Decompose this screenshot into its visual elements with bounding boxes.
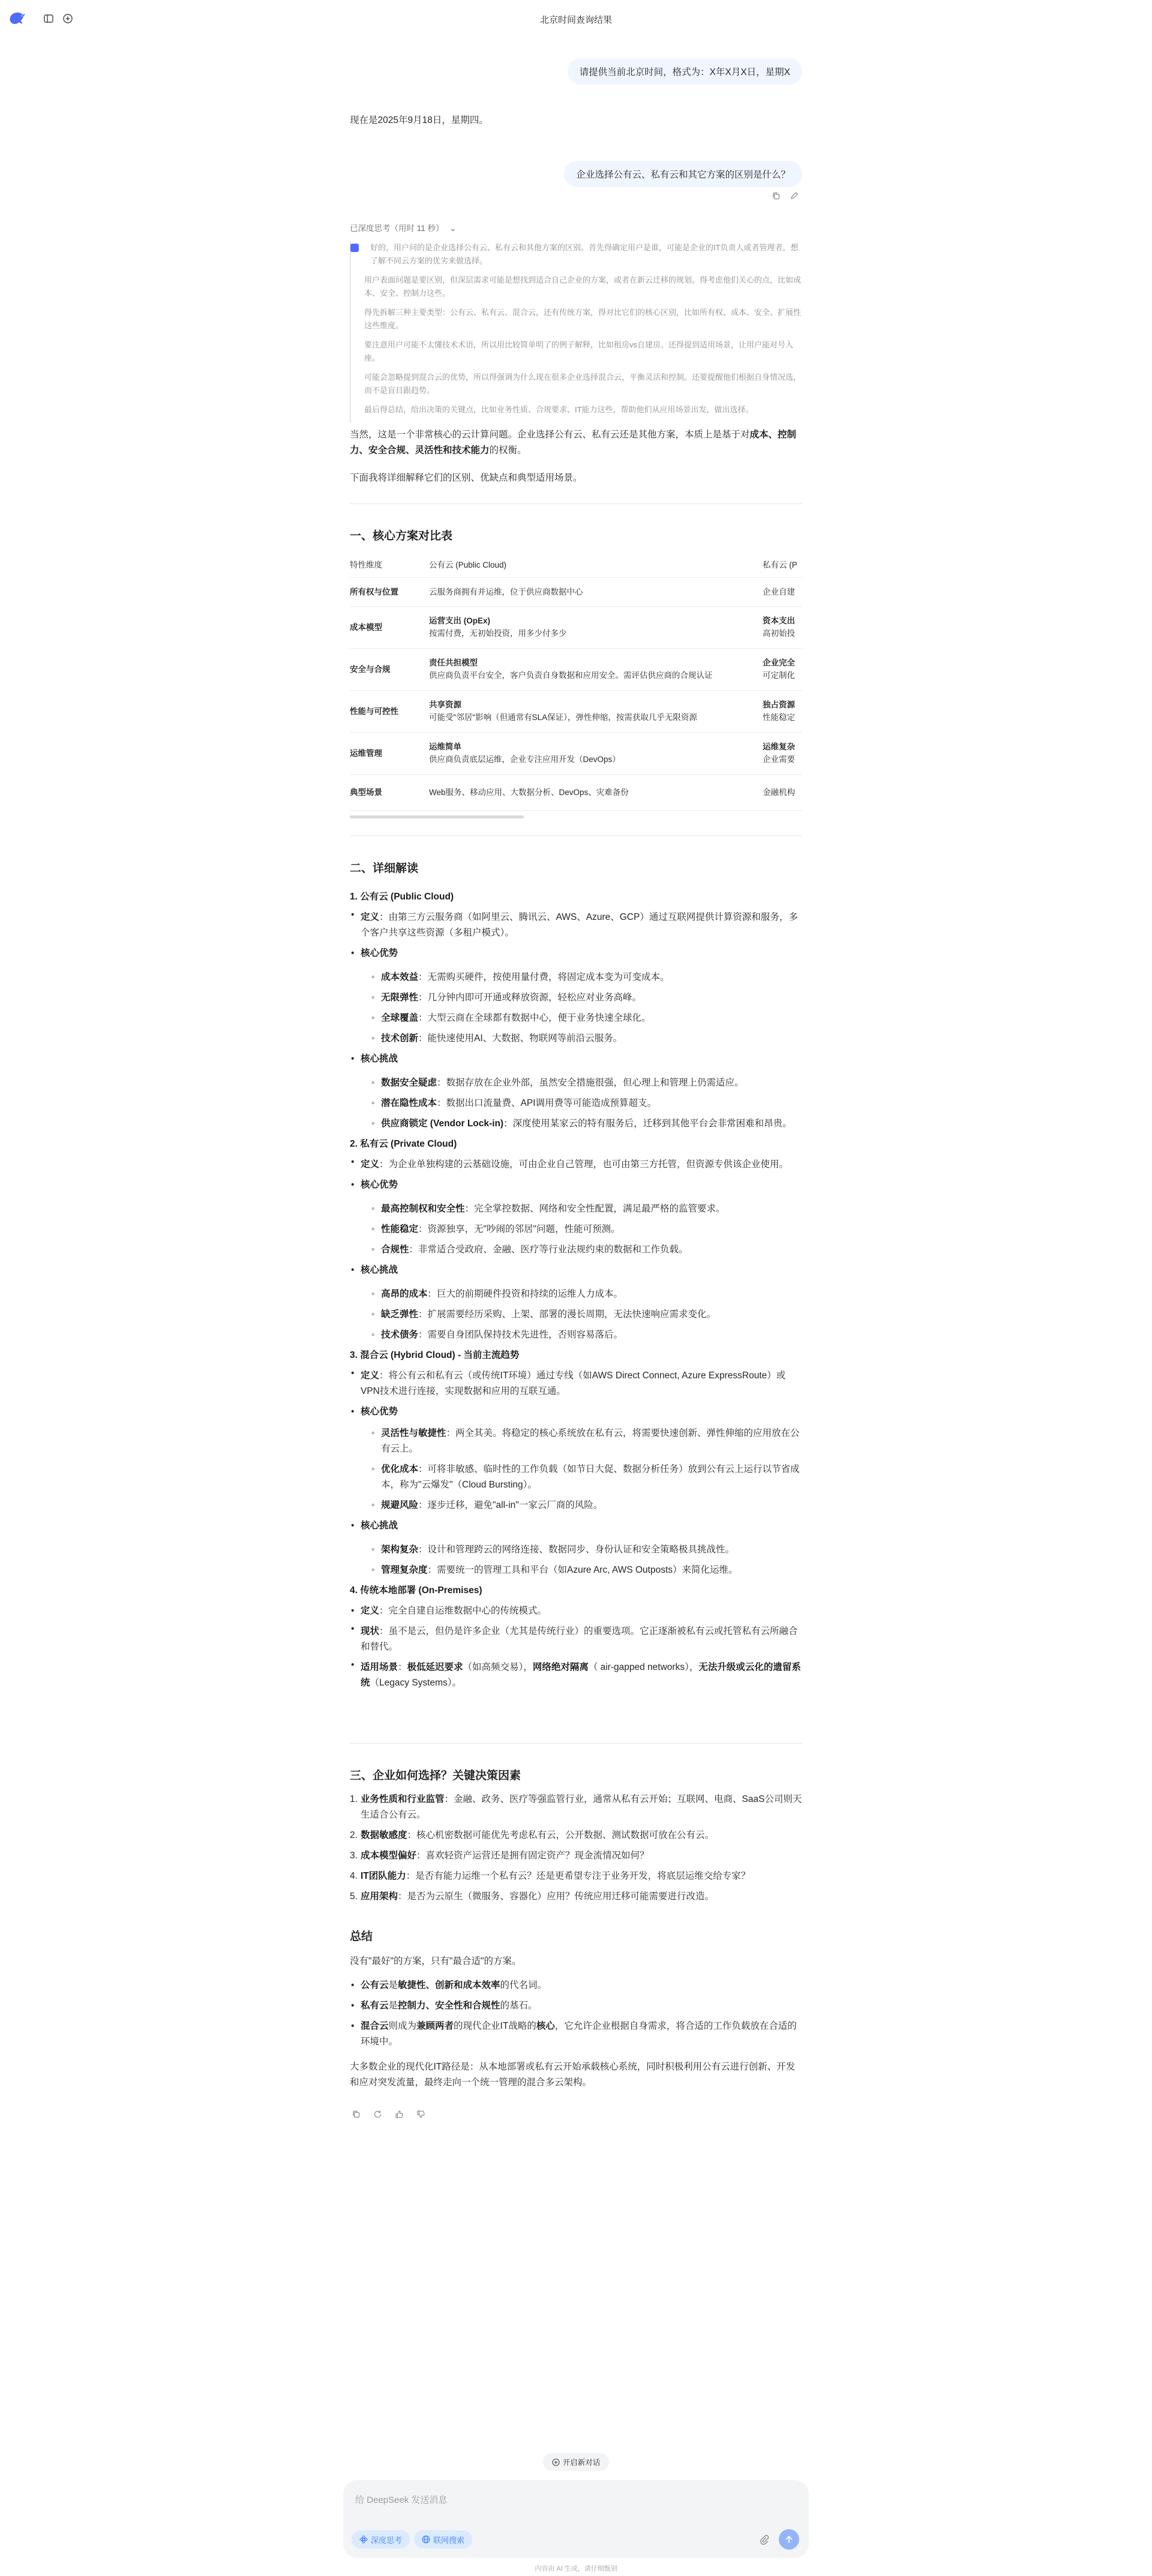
thinking-toggle[interactable] [350,221,457,233]
table-header-cell: 公有云 (Public Cloud) [429,553,763,577]
list-item [361,1008,802,1028]
chevron-down-icon: ⌄ [449,224,457,233]
item-key: 核心优势 [361,948,398,958]
cell-bold: 运维简单 [429,742,461,751]
cell-text: 性能稳定 [763,713,795,722]
item-text: ：是否有能力运维一个私有云？还是更希望专注于业务开发，将底层运维交给专家？ [406,1871,751,1881]
cell-text: 供应商负责底层运维，企业专注应用开发（DevOps） [429,755,620,764]
cell-text: 按需付费，无初始投资，用多少付多少 [429,629,567,638]
cell-bold: 运营支出 (OpEx) [429,616,491,625]
list-item [361,967,802,988]
list-item [361,1240,802,1260]
item-key: 现状 [361,1626,380,1636]
cell-bold: 资本支出 [763,616,795,625]
item-text: ：需要统一的管理工具和平台（如Azure Arc, AWS Outposts）来简化运维。 [427,1565,738,1575]
list-item [361,1560,802,1581]
section-heading: 总结 [350,1930,373,1943]
subsection-heading: 4. 传统本地部署 (On-Premises) [350,1585,482,1596]
item-key: 规避风险 [381,1500,419,1510]
item-key: 成本模型偏好 [361,1851,417,1861]
regenerate-icon[interactable] [371,2108,383,2120]
list-item [361,1305,802,1325]
bullet-list [350,907,802,1134]
subsection-heading: 1. 公有云 (Public Cloud) [350,892,454,902]
cell-text: 供应商负责平台安全，客户负责自身数据和应用安全。需评估供应商的合规认证 [429,671,713,680]
list-item [350,907,802,943]
intro-text: 的权衡。 [489,445,527,455]
send-button[interactable] [779,2529,799,2550]
table-cell [763,732,802,774]
divider [350,503,802,504]
deep-think-icon [359,2535,368,2544]
item-key: 成本效益 [381,972,419,982]
user-message: 企业选择公有云、私有云和其它方案的区别是什么？ [564,161,802,187]
thumbs-up-icon[interactable] [393,2108,405,2120]
thinking-paragraph: 最后得总结，给出决策的关键点，比如业务性质、合规要求、IT能力这些，帮助他们从应用场景出发，做出选择。 [364,405,754,414]
section-heading: 三、企业如何选择？关键决策因素 [350,1770,521,1782]
item-key: 架构复杂 [381,1545,419,1555]
cell-text: 企业需要 [763,755,795,764]
list-item [361,1498,802,1516]
item-key: 混合云 [361,2021,389,2031]
new-chat-label: 开启新对话 [562,2458,601,2467]
item-key: 定义 [361,1371,380,1381]
item-number: 4. [350,1871,358,1881]
user-message: 请提供当前北京时间，格式为：X年X月X日，星期X [568,58,802,85]
list-item: • 适用场景：极低延迟要求（如高频交易），网络绝对隔离（ air-gapped networks），无法升级或云化的遗留系统（Legacy Systems）。 [350,1657,802,1691]
item-text: 是 [388,1980,398,1990]
item-text: ：大型云商在全球都有数据中心，便于业务快速全球化。 [418,1013,651,1023]
item-key: 定义 [361,912,380,922]
item-key: 潜在隐性成本 [381,1098,437,1108]
table-cell: 成本模型 [350,606,429,648]
item-key: 供应商锁定 (Vendor Lock-in) [381,1118,504,1129]
sub-list [361,1540,802,1581]
item-text: ：能快速使用AI、大数据、物联网等前沿云服务。 [418,1033,623,1043]
table-cell: 金融机构 [763,774,802,810]
item-key: 核心挑战 [361,1265,398,1275]
table-cell: 云服务商拥有并运维，位于供应商数据中心 [429,577,763,606]
web-search-label: 联网搜索 [433,2535,465,2545]
sub-list [361,1199,802,1260]
thinking-paragraph: 要注意用户可能不太懂技术术语，所以用比较简单明了的例子解释，比如租房vs自建房。还得提到适用场景，让用户能对号入座。 [364,340,794,362]
item-text: ：为企业单独构建的云基础设施，可由企业自己管理，也可由第三方托管，但资源专供该企业使用。 [379,1159,789,1169]
list-item [361,1426,802,1462]
list-item [350,1998,802,2014]
table-cell: 所有权与位置 [350,577,429,606]
list-item [350,1049,802,1134]
intro-bold: 成本、控制力、安全合规、灵活性和技术能力 [350,430,797,455]
table-cell: Web服务、移动应用、大数据分析、DevOps、灾难备份 [429,774,763,810]
item-text: ：虽不是云，但仍是许多企业（尤其是传统行业）的重要选项。它正逐渐被私有云或托管私有云所融合和替代。 [361,1626,798,1652]
list-item [361,1073,802,1093]
list-item [350,1516,802,1581]
thinking-paragraph: 好的，用户问的是企业选择公有云、私有云和其他方案的区别。首先得确定用户是谁，可能是企业的IT负责人或者管理者，想了解不同云方案的优劣来做选择。 [370,243,799,265]
list-item [361,1540,802,1560]
item-text: ：完全自建自运维数据中心的传统模式。 [379,1606,547,1616]
numbered-list [350,1792,802,1905]
detail-section [350,887,802,1691]
list-item [350,943,802,1049]
item-key: 优化成本 [381,1464,419,1474]
list-item [350,1402,802,1516]
assistant-message: 现在是2025年9月18日，星期四。 [350,115,488,125]
list-item [350,1978,802,1993]
item-text: ：金融、政务、医疗等强监管行业，通常从私有云开始；互联网、电商、SaaS公司则天生适合公有云。 [361,1794,802,1820]
message-composer [343,2480,809,2558]
table-cell [763,648,802,690]
list-item [350,1175,802,1260]
item-text: ：由第三方云服务商（如阿里云、腾讯云、AWS、Azure、GCP）通过互联网提供计算资源和服务，多个客户共享这些资源（多租户模式）。 [361,912,798,938]
item-key: 核心 [536,2021,555,2031]
divider [350,835,802,836]
sub-list [361,1426,802,1516]
item-key: 控制力、安全性和合规性 [398,2001,500,2011]
table-row [350,732,802,774]
item-text: ，它允许企业根据自身需求，将合适的工作负载放在合适的环境中。 [361,2021,797,2047]
comparison-table [350,553,802,811]
table-cell [429,606,763,648]
cell-text: 可能受"邻居"影响（但通常有SLA保证），弹性伸缩，按需获取几乎无限资源 [429,713,697,722]
page-title: 北京时间查询结果 [539,15,612,25]
item-key: 灵活性与敏捷性 [381,1428,446,1438]
thinking-paragraph: 得先拆解三种主要类型：公有云、私有云、混合云，还有传统方案，得对比它们的核心区别，比如所有权、成本、安全、扩展性这些维度。 [364,308,802,330]
item-text: 是 [388,2001,398,2011]
item-key: 管理复杂度 [381,1565,428,1575]
item-text: ：巨大的前期硬件投资和持续的运维人力成本。 [427,1289,623,1299]
section-heading: 一、核心方案对比表 [350,530,453,542]
item-key: 定义 [361,1606,380,1616]
divider [350,1743,802,1744]
list-item [350,1154,802,1175]
item-text: ：完全掌控数据、网络和安全性配置，满足最严格的监管要求。 [464,1204,725,1214]
item-key: 核心挑战 [361,1521,398,1531]
table-row [350,690,802,732]
section-heading: 二、详细解读 [350,862,419,875]
deep-think-label: 深度思考 [371,2535,403,2545]
item-text: （如高频交易）， [463,1662,533,1672]
conversation-column [350,0,802,2454]
subsection-heading: 3. 混合云 (Hybrid Cloud) - 当前主流趋势 [350,1350,520,1360]
list-item [361,988,802,1008]
item-text: ：核心机密数据可能优先考虑私有云，公开数据、测试数据可放在公有云。 [407,1830,715,1840]
item-key: 数据敏感度 [361,1830,407,1840]
list-item [350,1889,802,1905]
item-text: ：可将非敏感、临时性的工作负载（如节日大促、数据分析任务）放到公有云上运行以节省成本，称为"云爆发"（Cloud Bursting）。 [381,1464,800,1490]
item-key: 核心优势 [361,1180,398,1190]
globe-icon [422,2535,430,2544]
thinking-paragraph: 可能会忽略提到混合云的优势，所以得强调为什么现在很多企业选择混合云，平衡灵活和控制。还要提醒他们根据自身情况选，而不是盲目跟趋势。 [364,373,802,395]
list-item [361,1462,802,1498]
cell-bold: 运维复杂 [763,742,795,751]
item-key: 适用场景 [361,1662,398,1672]
thinking-content [350,241,802,422]
item-text: ：需要自身团队保持技术先进性，否则容易落后。 [418,1330,623,1340]
attachment-icon[interactable] [760,2534,769,2548]
item-key: 核心挑战 [361,1054,398,1064]
list-item [350,2019,802,2050]
table-header-row [350,553,802,577]
intro-paragraph [350,427,802,458]
sub-list [361,1073,802,1134]
item-key: 全球覆盖 [381,1013,419,1023]
item-text: 的基石。 [500,2001,538,2011]
item-text: ：深度使用某家云的特有服务后，迁移到其他平台会非常困难和昂贵。 [503,1118,792,1129]
table-cell [429,690,763,732]
item-text: 则成为 [388,2021,417,2031]
summary-lead: 没有"最好"的方案，只有"最合适"的方案。 [350,1956,521,1966]
list-item [350,1869,802,1884]
item-key: 性能稳定 [381,1224,419,1234]
item-key: 公有云 [361,1980,389,1990]
list-item [361,1028,802,1049]
table-header-cell: 私有云 (P [763,553,802,577]
item-key: IT团队能力 [361,1871,406,1881]
item-text: ：设计和管理跨云的网络连接、数据同步、身份认证和安全策略极具挑战性。 [418,1545,735,1555]
item-text: ：扩展需要经历采购、上架、部署的漫长周期，无法快速响应需求变化。 [418,1309,716,1320]
item-text: ：无需购买硬件，按使用量付费，将固定成本变为可变成本。 [418,972,670,982]
item-number: 2. [350,1830,358,1840]
thinking-paragraph: 用户表面问题是要区别，但深层需求可能是想找到适合自己企业的方案，或者在新云迁移的规划。得考虑他们关心的点，比如成本、安全、控制力这些。 [364,275,802,298]
cell-text: 高初始投 [763,629,795,638]
list-item [361,1114,802,1134]
cell-bold: 共享资源 [429,700,461,709]
item-text: ：将公有云和私有云（或传统IT环境）通过专线（如AWS Direct Connect, Azure ExpressRoute）或VPN技术进行连接，实现数据和应用的互联互通。 [361,1371,786,1396]
item-key: 兼顾两者 [416,2021,454,2031]
list-item [361,1199,802,1219]
table-cell [429,732,763,774]
ai-disclaimer: 内容由 AI 生成，请仔细甄别 [535,2565,617,2572]
message-input[interactable]: 给 DeepSeek 发送消息 [355,2495,448,2505]
item-text: ：两全其美。将稳定的核心系统放在私有云，将需要快速创新、弹性伸缩的应用放在公有云上。 [381,1428,800,1454]
subsection-heading: 2. 私有云 (Private Cloud) [350,1139,457,1149]
table-cell: 性能与可控性 [350,690,429,732]
item-text: ：数据存放在企业外部，虽然安全措施很强，但心理上和管理上仍需适应。 [437,1078,744,1088]
item-key: 应用架构 [361,1891,398,1902]
item-key: 敏捷性、创新和成本效率 [398,1980,500,1990]
table-row [350,606,802,648]
item-key: 网络绝对隔离 [532,1662,589,1672]
item-text: ：喜欢轻资产运营还是拥有固定资产？现金流情况如何？ [416,1851,649,1861]
comparison-table-wrapper[interactable] [350,553,802,817]
cell-text: 可定制化 [763,671,795,680]
item-text: 的现代企业IT战略的 [454,2021,536,2031]
item-number: 1. [350,1794,358,1804]
thumbs-down-icon[interactable] [415,2108,427,2120]
web-search-toggle[interactable] [414,2530,472,2548]
table-cell: 安全与合规 [350,648,429,690]
item-key: 合规性 [381,1244,409,1255]
table-cell: 运维管理 [350,732,429,774]
edit-icon[interactable] [788,190,800,202]
summary-closing: 大多数企业的现代化IT路径是：从本地部署或私有云开始承载核心系统，同时积极利用公有云进行创新、开发和应对突发流量，最终走向一个统一管理的混合多云架构。 [350,2062,796,2088]
table-row [350,577,802,606]
table-cell: 企业自建 [763,577,802,606]
list-item [361,1219,802,1240]
decision-factors [350,1792,802,1905]
bullet-list [350,1601,802,1691]
table-cell [763,690,802,732]
item-key: 缺乏弹性 [381,1309,419,1320]
intro-paragraph: 下面我将详细解释它们的区别、优缺点和典型适用场景。 [350,473,583,483]
item-number: 5. [350,1891,358,1902]
item-key: 数据安全疑虑 [381,1078,437,1088]
item-text: ：是否为云原生（微服务、容器化）应用？传统应用迁移可能需要进行改造。 [398,1891,715,1902]
item-text: ：非常适合受政府、金融、医疗等行业法规约束的数据和工作负载。 [409,1244,688,1255]
item-number: 3. [350,1851,358,1861]
summary-section [350,1954,802,2091]
item-text: （Legacy Systems）。 [370,1678,461,1688]
list-item [361,1325,802,1345]
item-key: 业务性质和行业监管 [361,1794,445,1804]
table-cell [429,648,763,690]
item-text: ：数据出口流量费、API调用费等可能造成预算超支。 [437,1098,657,1108]
item-text: 的代名词。 [500,1980,547,1990]
item-key: 无法升级或云化的遗留系统 [361,1662,801,1688]
list-item [350,1828,802,1843]
cell-bold: 责任共担模型 [429,658,478,667]
new-chat-button[interactable] [543,2453,609,2471]
cell-bold: 企业完全 [763,658,795,667]
item-key: 技术创新 [381,1033,419,1043]
item-key: 技术债务 [381,1330,419,1340]
copy-icon[interactable] [770,190,782,202]
bullet-list [350,1978,802,2050]
item-text: ：逐步迁移，避免"all-in"一家云厂商的风险。 [418,1500,603,1510]
table-row [350,648,802,690]
list-item [350,1601,802,1621]
table-scrollbar[interactable] [350,815,524,818]
list-item [361,1284,802,1305]
item-key: 定义 [361,1159,380,1169]
deep-think-toggle[interactable] [352,2530,410,2548]
item-key: 核心优势 [361,1407,398,1417]
item-key: 私有云 [361,2001,389,2011]
table-row [350,774,802,810]
list-item [350,1366,802,1402]
new-chat-icon [552,2458,560,2466]
thinking-label: 已深度思考（用时 11 秒） [350,224,444,233]
item-key: 最高控制权和安全性 [381,1204,465,1214]
table-header-cell: 特性维度 [350,553,429,577]
deep-think-badge-icon [350,244,359,252]
intro-text: 当然，这是一个非常核心的云计算问题。企业选择公有云、私有云还是其他方案，本质上是基于对 [350,430,750,440]
list-item [350,1621,802,1657]
item-key: 高昂的成本 [381,1289,428,1299]
arrow-up-icon [784,2535,794,2544]
bullet-list [350,1154,802,1345]
table-cell [763,606,802,648]
item-text: ：资源独享，无"吵闹的邻居"问题，性能可预测。 [418,1224,620,1234]
item-key: 极低延迟要求 [407,1662,463,1672]
list-item [361,1093,802,1114]
item-text: ：几分钟内即可开通或释放资源，轻松应对业务高峰。 [418,992,642,1003]
table-cell: 典型场景 [350,774,429,810]
sub-list [361,1284,802,1345]
bullet-list [350,1366,802,1581]
item-key: 无限弹性 [381,992,419,1003]
list-item [350,1848,802,1864]
sub-list [361,967,802,1049]
cell-bold: 独占资源 [763,700,795,709]
item-text: （ air-gapped networks）， [588,1662,699,1672]
copy-icon[interactable] [350,2108,362,2120]
list-item [350,1792,802,1823]
list-item [350,1260,802,1345]
